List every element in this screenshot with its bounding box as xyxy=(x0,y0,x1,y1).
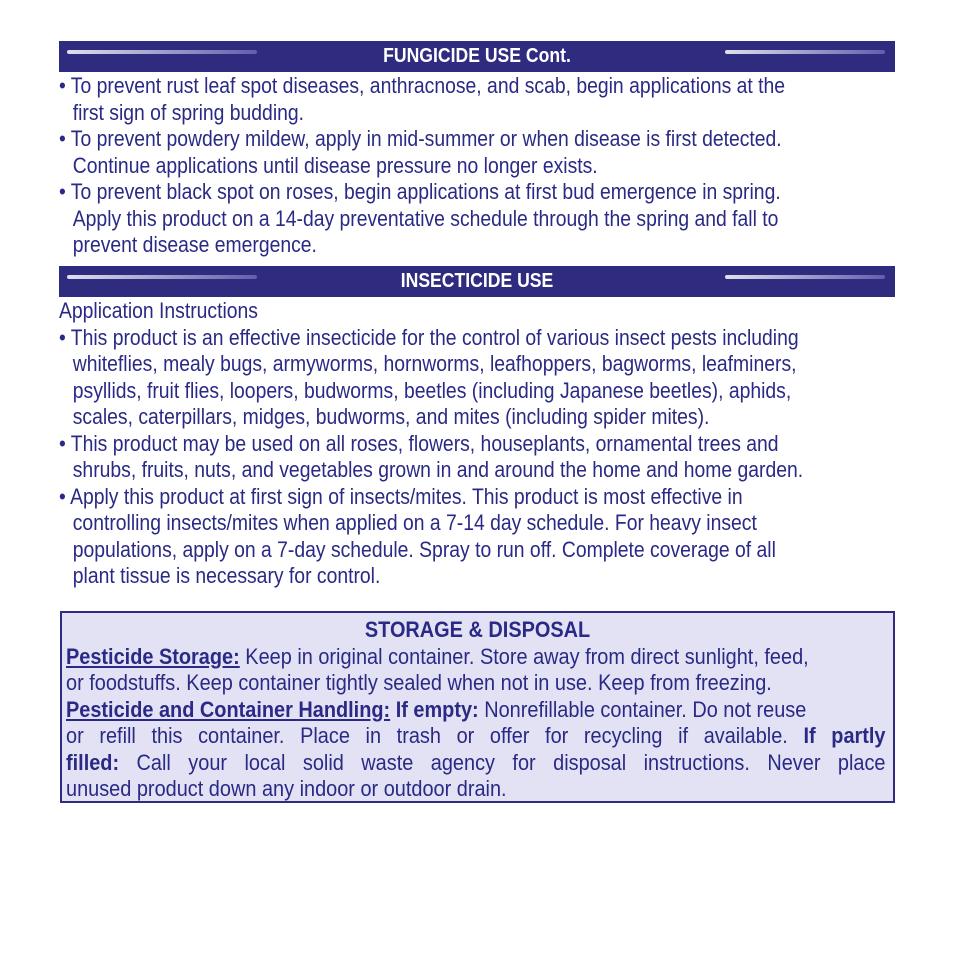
container-handling-label: Pesticide and Container Handling: xyxy=(66,696,391,722)
storage-disposal-text xyxy=(66,617,889,803)
handling-line-1 xyxy=(66,697,889,724)
fungicide-bullet-2-line-1: • To prevent powdery mildew, apply in mid-summer or when disease is first detected. xyxy=(59,126,782,151)
insecticide-instructions xyxy=(59,298,833,590)
insecticide-bullet-1-line-4: scales, caterpillars, midges, budworms, and mites (including spider mites). xyxy=(72,404,710,429)
fungicide-banner xyxy=(59,41,895,72)
application-instructions-subheading: Application Instructions xyxy=(59,298,258,323)
insecticide-heading: INSECTICIDE USE xyxy=(400,270,554,292)
insecticide-bullet-1-line-3: psyllids, fruit flies, loopers, budworms, beetles (including Japanese beetles), aphids, xyxy=(72,377,792,403)
fungicide-bullet-2-line-2: Continue applications until disease pressure no longer exists. xyxy=(72,152,598,178)
insecticide-bullet-1-line-2: whiteflies, mealy bugs, armyworms, hornworms, leafhoppers, bagworms, leafminers, xyxy=(72,351,797,376)
filled-label: filled: xyxy=(66,749,120,775)
handling-line-4: unused product down any indoor or outdoor drain. xyxy=(66,776,507,801)
fungicide-bullet-3-line-3: prevent disease emergence. xyxy=(72,232,317,257)
if-empty-label: If empty: xyxy=(390,696,479,722)
insecticide-bullet-3-line-4: plant tissue is necessary for control. xyxy=(72,563,381,588)
storage-line-1 xyxy=(66,644,889,671)
insecticide-bullet-1-line-1: • This product is an effective insecticide for the control of various insect pests including xyxy=(59,324,799,350)
storage-disposal-title: STORAGE & DISPOSAL xyxy=(364,617,591,642)
handling-line-2 xyxy=(66,723,886,750)
handling-line-3 xyxy=(66,750,886,777)
insecticide-bullet-3-line-2: controlling insects/mites when applied on a 7-14 day schedule. For heavy insect xyxy=(72,510,757,535)
insecticide-bullet-3-line-1: • Apply this product at first sign of insects/mites. This product is most effective in xyxy=(59,483,743,509)
fungicide-bullet-1-line-1: • To prevent rust leaf spot diseases, anthracnose, and scab, begin applications at the xyxy=(59,73,786,98)
fungicide-bullet-3-line-1: • To prevent black spot on roses, begin applications at first bud emergence in spring. xyxy=(59,179,781,204)
storage-line-2: or foodstuffs. Keep container tightly sealed when not in use. Keep from freezing. xyxy=(66,670,772,695)
pesticide-storage-label: Pesticide Storage: xyxy=(66,643,240,669)
handling-text-2: or refill this container. Place in trash or offer for recycling if available. xyxy=(66,723,788,748)
fungicide-bullet-1-line-2: first sign of spring budding. xyxy=(72,99,305,125)
insecticide-bullet-3-line-3: populations, apply on a 7-day schedule. Spray to run off. Complete coverage of all xyxy=(72,536,776,562)
fungicide-instructions xyxy=(59,73,833,259)
insecticide-bullet-2-line-1: • This product may be used on all roses, flowers, houseplants, ornamental trees and xyxy=(59,430,779,456)
if-partly-label: If partly xyxy=(787,723,886,748)
insecticide-bullet-2-line-2: shrubs, fruits, nuts, and vegetables grown in and around the home and home garden. xyxy=(72,457,804,482)
insecticide-banner xyxy=(59,266,895,297)
fungicide-heading: FUNGICIDE USE Cont. xyxy=(383,45,571,67)
storage-text-1: Keep in original container. Store away from direct sunlight, feed, xyxy=(239,643,809,669)
handling-text-3: Call your local solid waste agency for disposal instructions. Never place xyxy=(119,749,886,775)
fungicide-bullet-3-line-2: Apply this product on a 14-day preventative schedule through the spring and fall to xyxy=(72,205,779,231)
storage-disposal-box xyxy=(60,611,895,803)
handling-text-1: Nonrefillable container. Do not reuse xyxy=(478,696,807,722)
